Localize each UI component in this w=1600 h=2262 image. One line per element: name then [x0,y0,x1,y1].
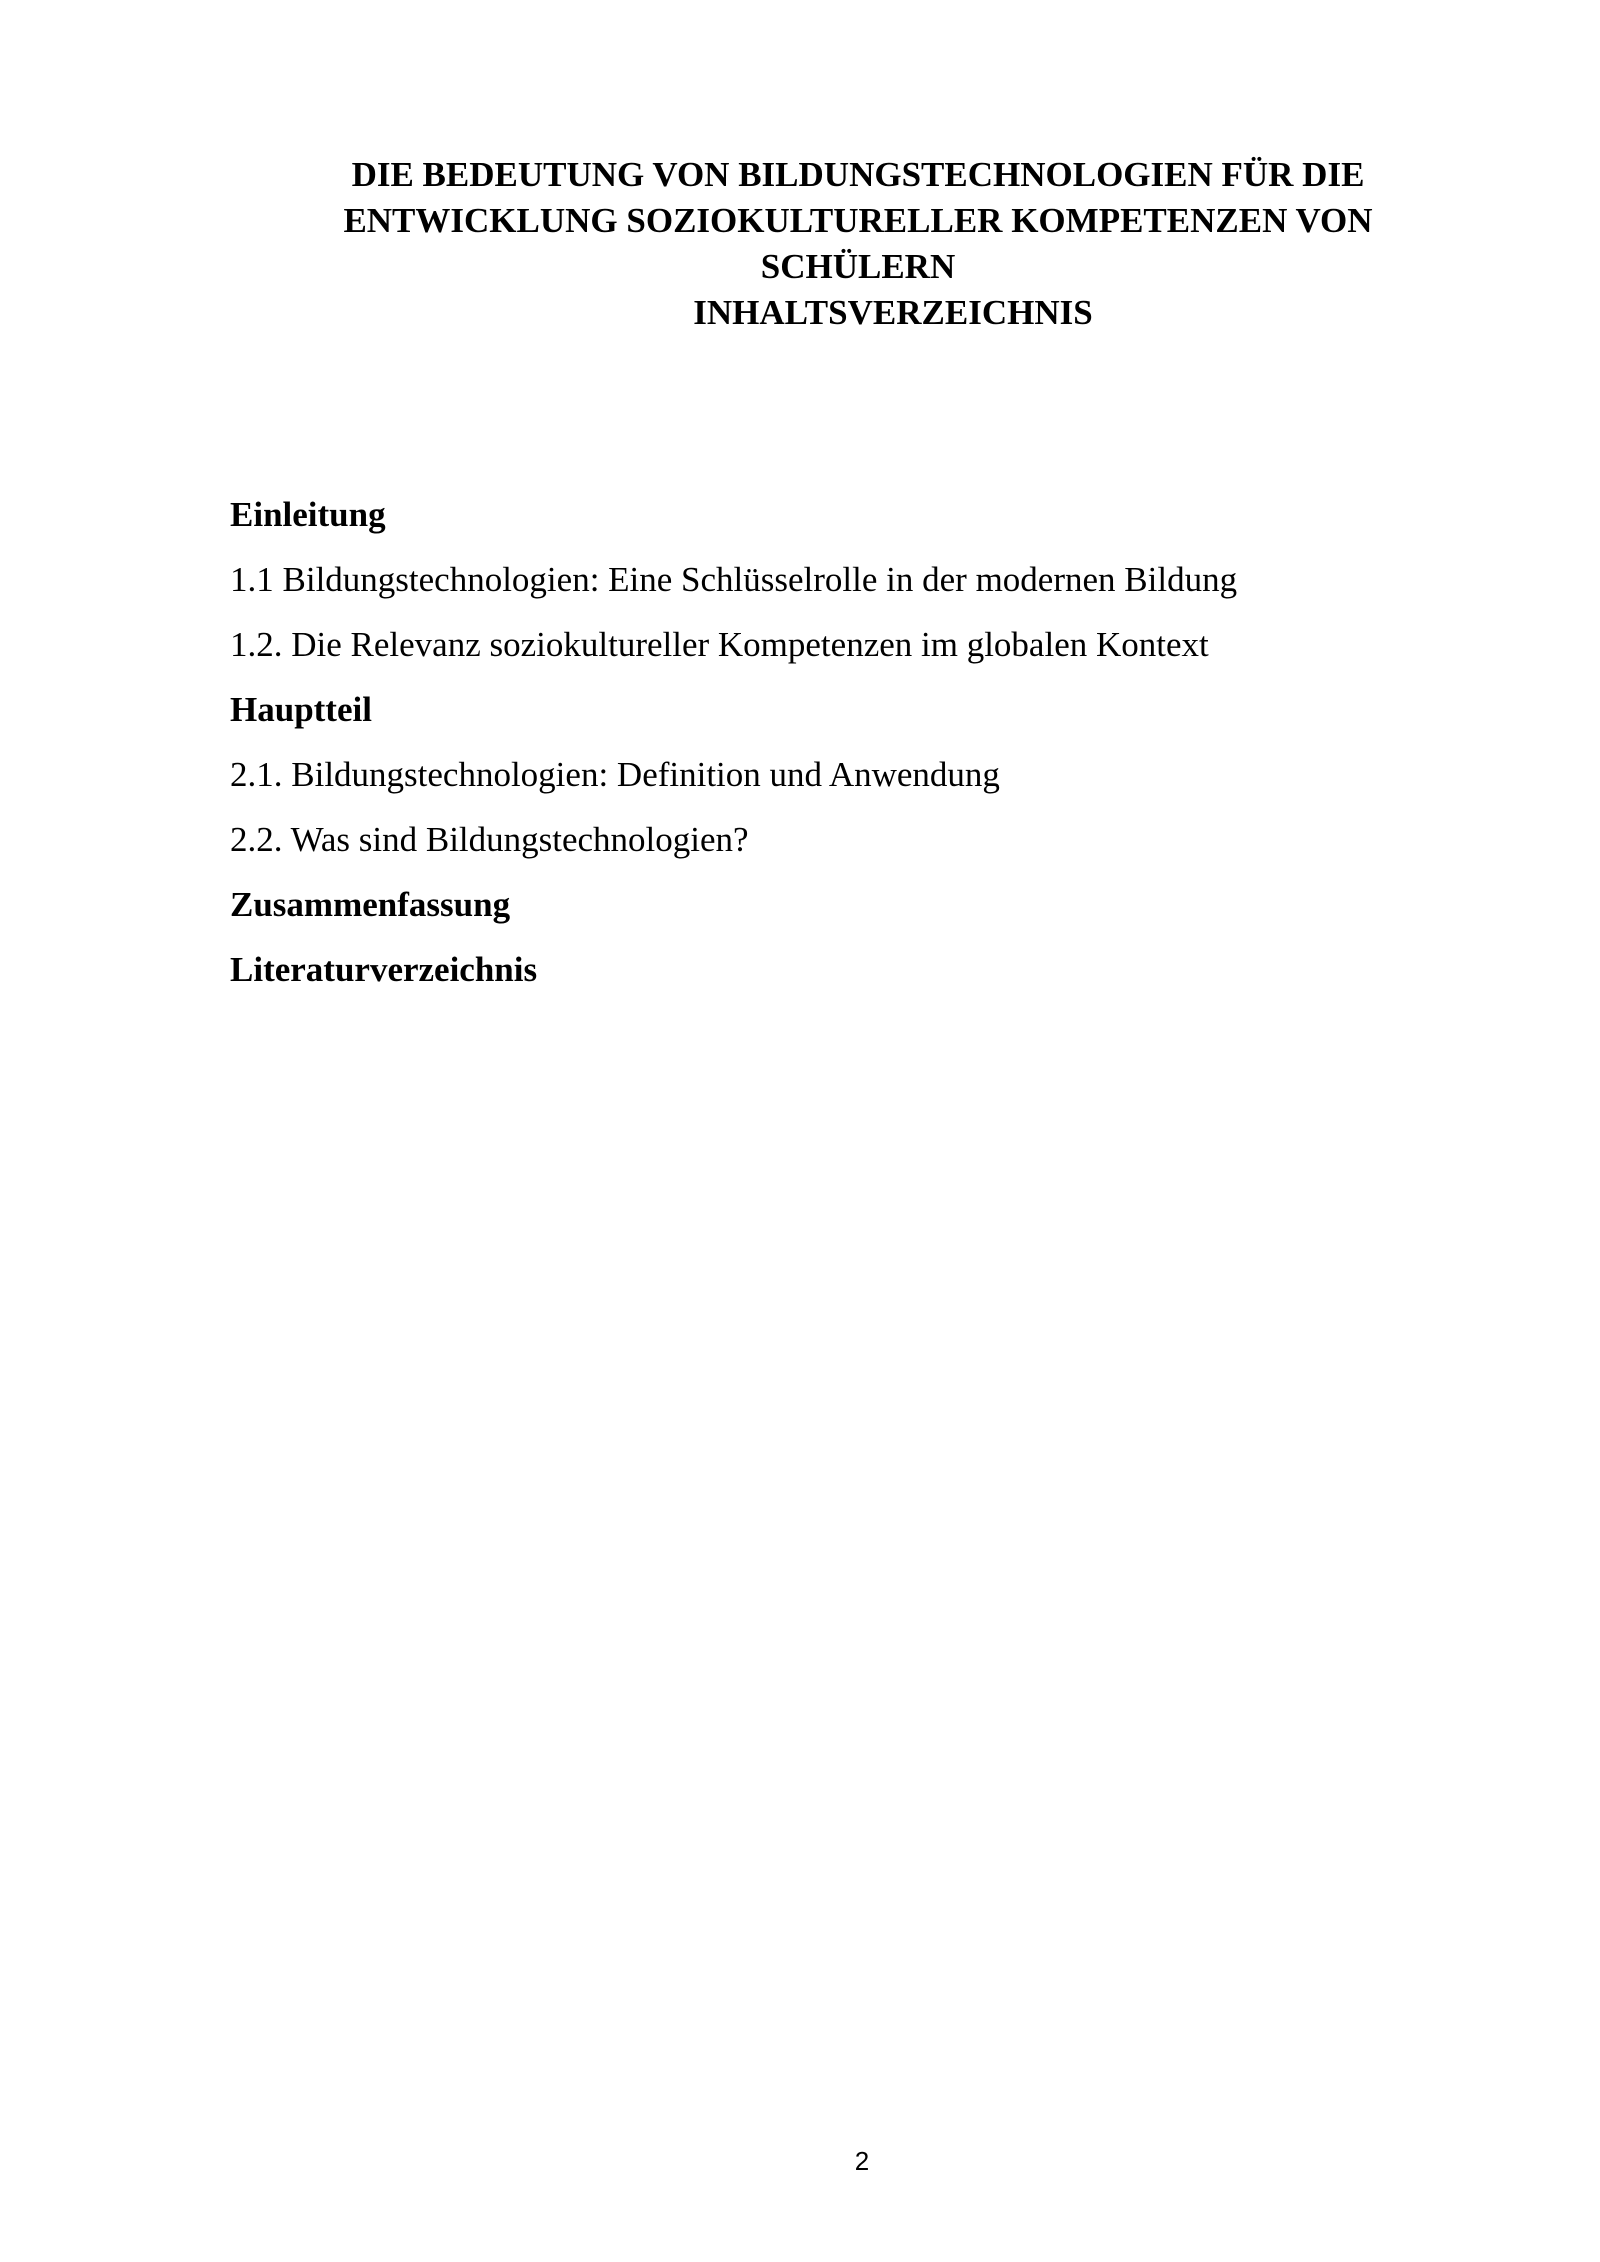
toc-entry-1-2: 1.2. Die Relevanz soziokultureller Kompetenzen im globalen Kontext [230,625,1209,664]
toc-section-hauptteil: Hauptteil [230,690,372,729]
table-of-contents [230,482,1430,1002]
toc-entry-1-1: 1.1 Bildungstechnologien: Eine Schlüsselrolle in der modernen Bildung [230,560,1238,599]
title-line: ENTWICKLUNG SOZIOKULTURELLER KOMPETENZEN VON [343,201,1373,240]
toc-section-literaturverzeichnis: Literaturverzeichnis [230,950,538,989]
toc-section-zusammenfassung: Zusammenfassung [230,885,511,924]
document-title [258,152,1458,336]
title-line: SCHÜLERN [760,247,956,286]
toc-entry-2-2: 2.2. Was sind Bildungstechnologien? [230,820,749,859]
toc-heading: INHALTSVERZEICHNIS [693,293,1093,332]
toc-section-einleitung: Einleitung [230,495,386,534]
title-line: DIE BEDEUTUNG VON BILDUNGSTECHNOLOGIEN FÜR DIE [351,155,1365,194]
toc-entry-2-1: 2.1. Bildungstechnologien: Definition und Anwendung [230,755,1000,794]
page-number: 2 [854,2146,870,2176]
